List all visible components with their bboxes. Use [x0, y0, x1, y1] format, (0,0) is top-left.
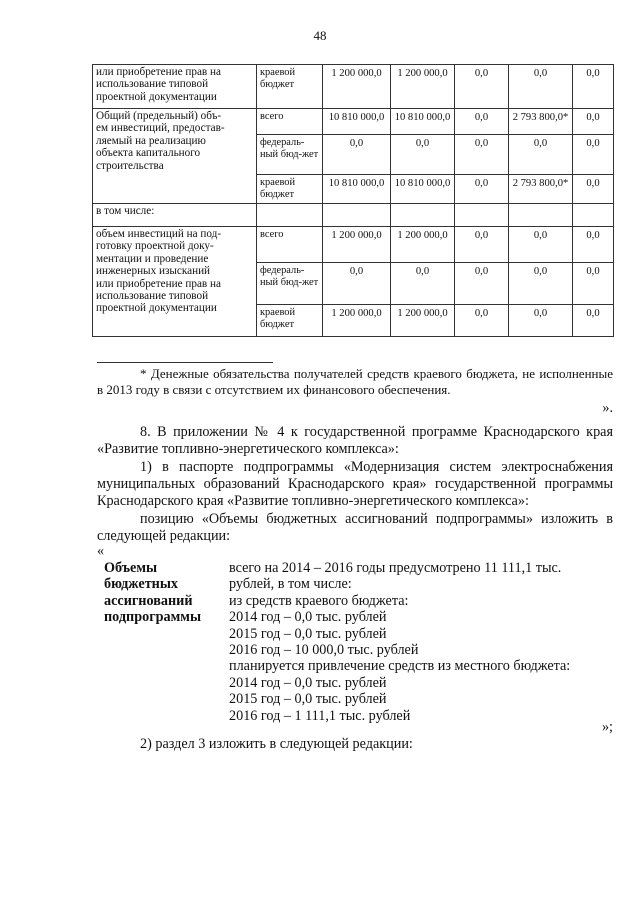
funding-source: краевой бюджет [257, 65, 323, 109]
value-cell: 0,0 [391, 263, 455, 305]
block-line: 2016 год – 1 111,1 тыс. рублей [229, 707, 411, 724]
paragraph-8: 8. В приложении № 4 к государственной программе Краснодарского края «Развитие топливно-энергетического комплекса»: [97, 424, 613, 458]
block-line: рублей, в том числе: [229, 576, 352, 593]
footnote: * Денежные обязательства получателей средств краевого бюджета, не исполненные в 2013 году в связи с отсутствием их финансового обеспечения. [97, 366, 613, 397]
block-line: 2014 год – 0,0 тыс. рублей [229, 674, 387, 691]
table-row [93, 204, 614, 227]
value-cell: 0,0 [455, 305, 509, 337]
opening-quote: « [97, 543, 105, 559]
block-line: планируется привлечение средств из местного бюджета: [229, 658, 571, 675]
value-cell: 0,0 [323, 135, 391, 175]
value-cell: 0,0 [573, 109, 614, 135]
value-cell: 0,0 [573, 135, 614, 175]
row-description: Общий (предельный) объ- ем инвестиций, предостав- ляемый на реализацию объекта капитального строительства [93, 109, 257, 204]
block-line: из средств краевого бюджета: [229, 592, 409, 609]
footnote-separator [97, 362, 273, 363]
value-cell: 0,0 [509, 305, 573, 337]
table-row [93, 109, 614, 135]
funding-source: краевой бюджет [257, 305, 323, 337]
value-cell: 1 200 000,0 [323, 305, 391, 337]
value-cell: 10 810 000,0 [391, 109, 455, 135]
funding-source: краевой бюджет [257, 175, 323, 204]
paragraph-1: 1) в паспорте подпрограммы «Модернизация систем электроснабжения муниципальных образований Краснодарского края» государственной программы Краснодарского края «Развитие топливно-энергетического комплекса»: [97, 459, 613, 510]
closing-quote: ». [602, 400, 613, 416]
value-cell: 0,0 [509, 65, 573, 109]
value-cell: 0,0 [573, 227, 614, 263]
funding-source: федераль-ный бюд-жет [257, 135, 323, 175]
value-cell: 10 810 000,0 [391, 175, 455, 204]
value-cell: 0,0 [455, 227, 509, 263]
value-cell: 10 810 000,0 [323, 109, 391, 135]
value-cell: 0,0 [455, 109, 509, 135]
value-cell: 0,0 [323, 263, 391, 305]
value-cell: 1 200 000,0 [391, 305, 455, 337]
block-values [229, 560, 609, 724]
value-cell: 0,0 [573, 65, 614, 109]
block-line: 2014 год – 0,0 тыс. рублей [229, 609, 387, 626]
paragraph-position: позицию «Объемы бюджетных ассигнований подпрограммы» изложить в следующей редакции: [97, 511, 613, 545]
paragraph-2: 2) раздел 3 изложить в следующей редакции: [140, 736, 413, 752]
value-cell: 0,0 [455, 65, 509, 109]
block-line: всего на 2014 – 2016 годы предусмотрено 11 111,1 тыс. [229, 560, 562, 576]
value-cell: 0,0 [573, 175, 614, 204]
value-cell: 0,0 [391, 135, 455, 175]
value-cell: 1 200 000,0 [323, 227, 391, 263]
table-row [93, 227, 614, 263]
value-cell: 0,0 [455, 175, 509, 204]
value-cell: 0,0 [509, 227, 573, 263]
value-cell: 0,0 [573, 305, 614, 337]
value-cell: 0,0 [573, 263, 614, 305]
funding-source: всего [257, 109, 323, 135]
block-line: 2015 год – 0,0 тыс. рублей [229, 625, 387, 642]
value-cell: 1 200 000,0 [391, 65, 455, 109]
closing-quote-2: »; [601, 719, 613, 735]
value-cell: 2 793 800,0* [509, 175, 573, 204]
investment-table [92, 64, 614, 337]
block-line: 2016 год – 10 000,0 тыс. рублей [229, 642, 419, 659]
funding-source: федераль-ный бюд-жет [257, 263, 323, 305]
row-description: объем инвестиций на под- готовку проектной доку- ментации и проведение инженерных изысканий или приобретение прав на использование типовой проектной документации [93, 227, 257, 337]
value-cell: 2 793 800,0* [509, 109, 573, 135]
value-cell: 0,0 [455, 263, 509, 305]
value-cell: 1 200 000,0 [323, 65, 391, 109]
value-cell: 0,0 [509, 263, 573, 305]
value-cell: 0,0 [509, 135, 573, 175]
row-description: в том числе: [93, 204, 257, 227]
value-cell: 1 200 000,0 [391, 227, 455, 263]
block-label: Объемы бюджетных ассигнований подпрограммы [104, 560, 202, 626]
value-cell: 10 810 000,0 [323, 175, 391, 204]
value-cell: 0,0 [455, 135, 509, 175]
block-line: 2015 год – 0,0 тыс. рублей [229, 691, 387, 708]
table-row [93, 65, 614, 109]
page-number: 48 [313, 28, 327, 43]
row-description: или приобретение прав на использование типовой проектной документации [93, 65, 257, 109]
funding-source: всего [257, 227, 323, 263]
